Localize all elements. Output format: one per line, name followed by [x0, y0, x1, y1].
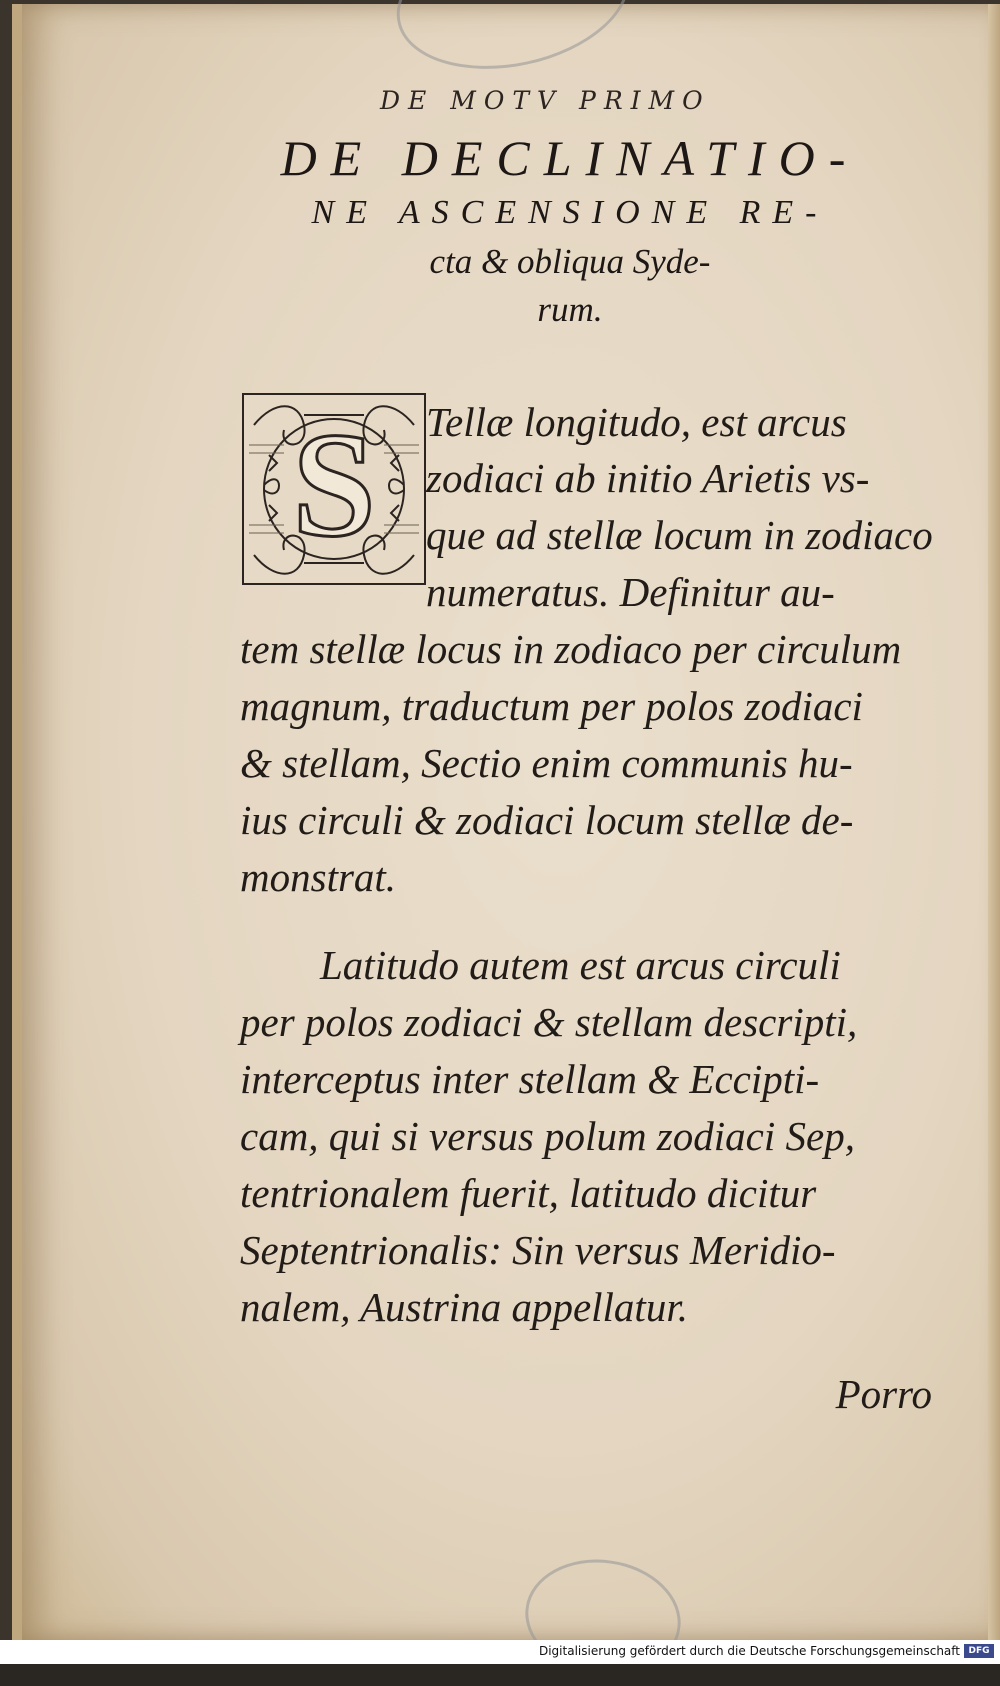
title-line-4: rum. — [537, 290, 603, 329]
text-line: ius circuli & zodiaci locum stellæ de- — [240, 797, 854, 843]
page-edge — [988, 4, 1000, 1640]
text-line: per polos zodiaci & stellam descripti, — [240, 999, 858, 1045]
text-line: numeratus. Definitur au- — [426, 569, 835, 615]
footer-credit: Digitalisierung gefördert durch die Deutsche Forschungsgemeinschaft — [538, 1644, 960, 1658]
text-line: Septentrionalis: Sin versus Meridio- — [240, 1227, 836, 1273]
decorated-initial-ornament — [244, 395, 424, 583]
title-line-2: NE ASCENSIONE RE- — [311, 194, 829, 231]
chapter-title — [200, 128, 940, 334]
text-line: Latitudo autem est arcus circuli — [320, 942, 841, 988]
text-line: magnum, traductum per polos zodiaci — [240, 683, 863, 729]
text-line: que ad stellæ locum in zodiaco — [426, 512, 933, 558]
title-line-3: cta & obliqua Syde- — [429, 242, 711, 281]
text-line: interceptus inter stellam & Eccipti- — [240, 1056, 820, 1102]
text-line: zodiaci ab initio Arietis vs- — [426, 455, 870, 501]
title-line-1: DE DECLINATIO- — [280, 130, 860, 186]
text-line: nalem, Austrina appellatur. — [240, 1284, 688, 1330]
text-line: tentrionalem fuerit, latitudo dicitur — [240, 1170, 817, 1216]
text-line: monstrat. — [240, 854, 397, 900]
running-head: DE MOTV PRIMO — [380, 86, 711, 115]
digitization-footer — [0, 1640, 1000, 1664]
text-line: & stellam, Sectio enim communis hu- — [240, 740, 853, 786]
drop-cap-letter: S — [292, 402, 376, 568]
decorated-initial — [242, 393, 426, 585]
text-line: tem stellæ locus in zodiaco per circulum — [240, 626, 902, 672]
dfg-logo: DFG — [964, 1644, 994, 1658]
catchword: Porro — [835, 1371, 932, 1417]
text-line: cam, qui si versus polum zodiaci Sep, — [240, 1113, 855, 1159]
text-line: Tellæ longitudo, est arcus — [426, 399, 847, 445]
